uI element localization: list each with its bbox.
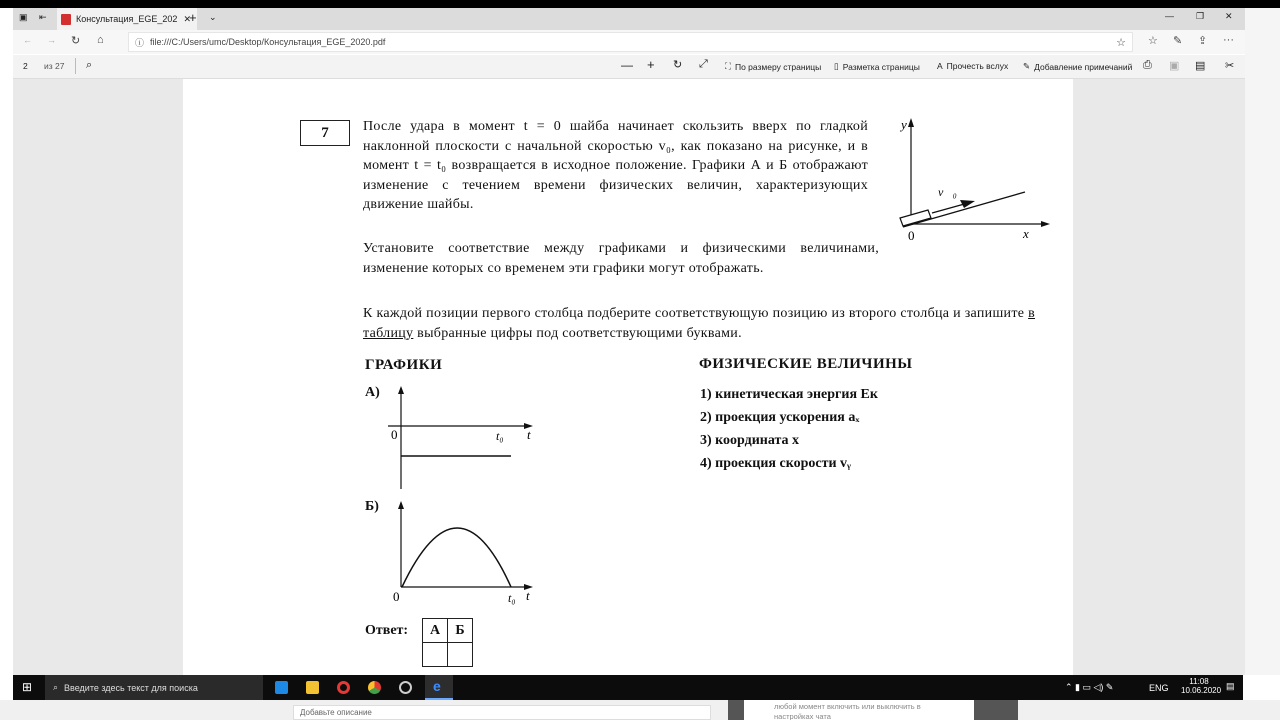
notifications-icon[interactable]: ▤: [1226, 681, 1235, 691]
x-axis-label: x: [1023, 226, 1029, 241]
origin-label: 0: [908, 228, 915, 243]
pdf-icon: [61, 14, 71, 25]
incline-figure: [898, 114, 1058, 244]
read-aloud-label: Прочесть вслух: [946, 61, 1009, 71]
tray-icons[interactable]: ⌃ ▮ ▭ ◁) ✎: [1065, 682, 1114, 692]
quantity-item: 2) проекция ускорения aₓ: [700, 410, 860, 425]
graph-b-origin: 0: [393, 589, 400, 604]
close-window-icon[interactable]: ✕: [1225, 11, 1233, 21]
screen-top-bar: [0, 0, 1280, 8]
tab-list-icon[interactable]: ⌄: [209, 12, 217, 22]
zoom-in-icon[interactable]: +: [647, 57, 655, 72]
edge-taskbar-button[interactable]: [425, 675, 453, 700]
graph-a-t: t: [527, 427, 531, 442]
pen-icon[interactable]: ✎: [1173, 35, 1183, 47]
graphs-title: ГРАФИКИ: [365, 357, 443, 373]
file-explorer-icon[interactable]: [306, 681, 319, 694]
taskbar-search[interactable]: [45, 675, 263, 700]
taskbar: [13, 675, 1243, 700]
graph-a-t0: t₀: [496, 429, 504, 443]
pdf-toolbar: [13, 55, 1245, 79]
favorites-icon[interactable]: ☆: [1148, 35, 1158, 47]
fit-page-label: По размеру страницы: [734, 61, 822, 72]
page-count: из 27: [44, 61, 65, 71]
page-layout-label: Разметка страницы: [842, 61, 920, 72]
answer-table: [422, 618, 473, 667]
edge-icon: e: [433, 678, 441, 694]
quantity-item: 4) проекция скорости vᵧ: [700, 456, 851, 471]
add-notes-label: Добавление примечаний: [1034, 61, 1133, 72]
graph-b-t0: t₀: [508, 591, 516, 605]
quantities-title: ФИЗИЧЕСКИЕ ВЕЛИЧИНЫ: [699, 356, 913, 372]
quantity-item: 3) координата x: [700, 433, 800, 448]
pdf-page: [183, 79, 1073, 675]
search-icon[interactable]: ⌕: [86, 59, 93, 71]
para3-text: К каждой позиции первого столбца подберите соответствующую позицию из второго столбца и запишите: [363, 306, 1029, 321]
new-tab-icon[interactable]: +: [189, 10, 197, 25]
url-text: file:///C:/Users/umc/Desktop/Консультация_EGE_2020.pdf: [150, 37, 386, 47]
pin-toolbar-icon[interactable]: ✂: [1225, 60, 1235, 72]
graph-b-label: Б): [365, 499, 379, 514]
graph-b-t: t: [526, 588, 530, 603]
fullscreen-icon[interactable]: ⤢: [699, 58, 708, 70]
answer-label: Ответ:: [365, 623, 409, 638]
minimize-icon[interactable]: —: [1165, 11, 1174, 21]
fit-page-icon: ⛶: [725, 61, 731, 71]
clock-time: 11:08: [1189, 677, 1209, 686]
search-icon: ⌕: [53, 682, 59, 692]
page-layout-icon: ▯: [834, 61, 839, 71]
close-tab-icon[interactable]: ✕: [183, 13, 191, 24]
print-icon[interactable]: ⎙: [1143, 59, 1152, 71]
refresh-icon[interactable]: ↻: [71, 35, 81, 47]
chat-panel: [728, 700, 1018, 720]
answer-col-a: А: [423, 619, 448, 643]
answer-col-b: Б: [448, 619, 473, 643]
graph-a-label: А): [365, 385, 380, 400]
more-icon[interactable]: ···: [1223, 34, 1234, 46]
graph-a-origin: 0: [391, 427, 398, 442]
chat-text: любой момент включить или выключить в настройках чата: [744, 700, 974, 720]
clock-date: 10.06.2020: [1181, 686, 1222, 695]
tab-active[interactable]: [57, 8, 197, 30]
chrome-icon[interactable]: [368, 681, 381, 694]
add-notes-button[interactable]: [1023, 61, 1132, 72]
address-bar-row: [13, 30, 1245, 54]
rotate-icon[interactable]: ↻: [673, 59, 683, 71]
restore-icon[interactable]: ❐: [1196, 11, 1205, 21]
para3-text-end: выбранные цифры под соответствующими буквами.: [413, 325, 742, 341]
read-aloud-button[interactable]: [937, 61, 1008, 71]
answer-cell-a[interactable]: [423, 643, 448, 667]
page-number-input[interactable]: 2: [23, 61, 28, 71]
task-paragraph-1: После удара в момент t = 0 шайба начинает скользить вверх по гладкой наклонной плоскости с начальной скоростью v₀, как показано на рисунке, и в момент t = t₀ возвращается в исходное положение. Графики А и Б отображают изменение с течением времени физических величин, характеризующих движение шайбы.: [363, 119, 868, 212]
background-app: [0, 700, 1280, 720]
opera-icon[interactable]: [337, 681, 350, 694]
info-icon: ⓘ: [135, 37, 145, 48]
fit-page-button[interactable]: [725, 61, 821, 72]
save-icon[interactable]: ▣: [1169, 60, 1180, 72]
taskbar-search-placeholder: Введите здесь текст для поиска: [64, 682, 198, 693]
read-aloud-icon: A: [937, 61, 943, 71]
task-paragraph-2: Установите соответствие между графиками и физическими величинами, изменение которых со временем эти графики могут отображать.: [363, 241, 879, 276]
pen-icon: ✎: [1023, 61, 1031, 71]
set-aside-tabs-icon[interactable]: ⇤: [39, 12, 47, 22]
store-icon[interactable]: [275, 681, 288, 694]
y-axis-label: y: [901, 117, 907, 132]
clock[interactable]: [1181, 677, 1222, 695]
tab-bar: [13, 8, 1245, 30]
obs-icon[interactable]: [399, 681, 412, 694]
table-link[interactable]: в таблицу: [363, 306, 1035, 341]
zoom-out-icon[interactable]: —: [621, 58, 633, 72]
quantities-list: [700, 383, 878, 475]
task-number: 7: [300, 120, 350, 146]
favorite-star-icon[interactable]: ☆: [1116, 36, 1126, 49]
language-indicator[interactable]: ENG: [1149, 683, 1169, 693]
graph-b-curve: [402, 528, 511, 587]
save-as-icon[interactable]: ▤: [1195, 60, 1206, 72]
velocity-label: v⃗₀: [938, 185, 957, 199]
graph-b: [383, 499, 543, 609]
windows-start-icon[interactable]: ⊞: [22, 680, 33, 694]
address-input[interactable]: [128, 32, 1133, 52]
task-paragraph-3: [363, 304, 1035, 343]
home-icon[interactable]: ⌂: [97, 34, 104, 46]
pdf-viewer[interactable]: [13, 79, 1245, 675]
quantity-item: 1) кинетическая энергия Eк: [700, 387, 878, 402]
description-input[interactable]: Добавьте описание: [293, 705, 711, 720]
tab-actions-icon[interactable]: ▣: [19, 12, 28, 22]
forward-icon[interactable]: →: [47, 35, 56, 45]
divider: [75, 58, 76, 74]
background-window: [1245, 8, 1280, 675]
tab-title: Консультация_EGE_202: [76, 14, 178, 24]
back-icon[interactable]: ←: [23, 35, 32, 45]
graph-a: [383, 384, 543, 494]
share-icon[interactable]: ⇪: [1198, 35, 1208, 47]
page-layout-button[interactable]: [834, 61, 920, 72]
answer-cell-b[interactable]: [448, 643, 473, 667]
